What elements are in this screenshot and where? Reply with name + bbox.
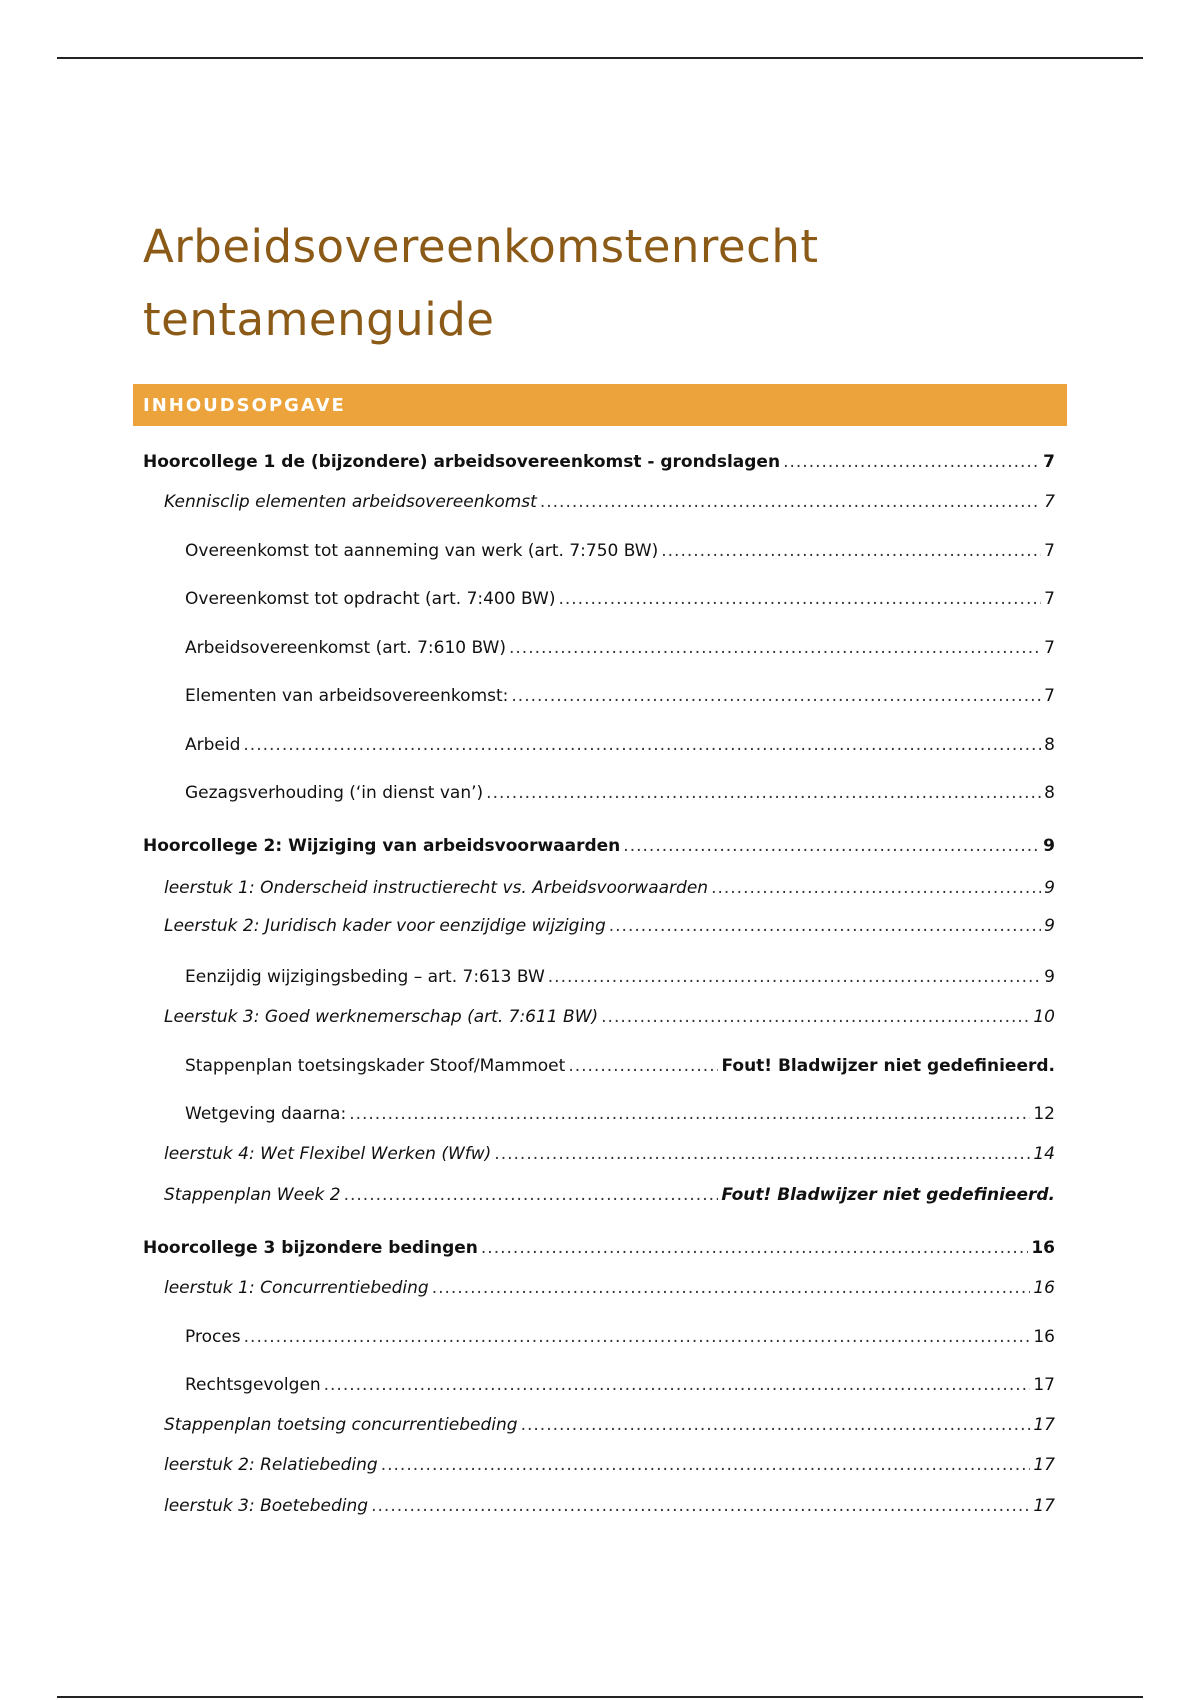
toc-entry[interactable] — [164, 1277, 1055, 1299]
toc-entry-label: Gezagsverhouding (‘in dienst van’) — [185, 783, 484, 803]
toc-dot-leader — [486, 782, 1041, 804]
toc-dot-leader — [324, 1374, 1031, 1396]
toc-dot-leader — [661, 540, 1041, 562]
toc-dot-leader — [243, 734, 1041, 756]
toc-entry[interactable] — [185, 637, 1055, 659]
toc-entry-bookmark-error: Fout! Bladwijzer niet gedefinieerd. — [721, 1056, 1055, 1076]
toc-entry-label: Wetgeving daarna: — [185, 1104, 347, 1124]
document-title-line-2: tentamenguide — [143, 293, 495, 346]
toc-dot-leader — [548, 966, 1041, 988]
toc-dot-leader — [481, 1237, 1028, 1259]
toc-heading: INHOUDSOPGAVE — [143, 394, 346, 416]
toc-entry-label: Overeenkomst tot opdracht (art. 7:400 BW) — [185, 589, 556, 609]
toc-entry-page-number: 7 — [1044, 541, 1055, 561]
toc-entry-page-number: 17 — [1033, 1415, 1055, 1435]
toc-entry-label: Hoorcollege 1 de (bijzondere) arbeidsovereenkomst - grondslagen — [143, 452, 781, 472]
toc-entry-label: leerstuk 1: Onderscheid instructierecht vs. Arbeidsvoorwaarden — [164, 878, 709, 898]
toc-entry[interactable] — [164, 1184, 1055, 1206]
toc-entry[interactable] — [164, 877, 1055, 899]
toc-entry-page-number: 17 — [1033, 1496, 1055, 1516]
toc-dot-leader — [623, 835, 1040, 857]
toc-entry-page-number: 7 — [1043, 452, 1055, 472]
toc-entry-page-number: 16 — [1031, 1238, 1055, 1258]
toc-dot-leader — [371, 1495, 1030, 1517]
toc-entry-page-number: 9 — [1044, 967, 1055, 987]
toc-entry-page-number: 10 — [1033, 1007, 1055, 1027]
header-rule — [57, 57, 1143, 59]
toc-entry-label: Kennisclip elementen arbeidsovereenkomst — [164, 492, 537, 512]
toc-entry-page-number: 7 — [1044, 638, 1055, 658]
document-title — [143, 210, 1043, 356]
toc-entry-label: Eenzijdig wijzigingsbeding – art. 7:613 BW — [185, 967, 545, 987]
toc-entry-page-number: 7 — [1044, 492, 1055, 512]
toc-entry[interactable] — [185, 685, 1055, 707]
toc-entry[interactable] — [185, 1326, 1055, 1348]
toc-entry-page-number: 16 — [1033, 1327, 1055, 1347]
toc-entry-label: Leerstuk 3: Goed werknemerschap (art. 7:611 BW) — [164, 1007, 599, 1027]
toc-dot-leader — [511, 685, 1041, 707]
toc-entry[interactable] — [185, 1374, 1055, 1396]
toc-entry[interactable] — [143, 451, 1055, 473]
toc-entry-page-number: 17 — [1033, 1375, 1055, 1395]
toc-entry-label: leerstuk 2: Relatiebeding — [164, 1455, 378, 1475]
toc-entry[interactable] — [164, 1006, 1055, 1028]
toc-dot-leader — [432, 1277, 1031, 1299]
toc-entry-label: Arbeid — [185, 735, 241, 755]
toc-entry[interactable] — [164, 1414, 1055, 1436]
toc-entry[interactable] — [143, 1237, 1055, 1259]
toc-entry[interactable] — [164, 1143, 1055, 1165]
footer-rule — [57, 1696, 1143, 1698]
toc-dot-leader — [568, 1055, 718, 1077]
toc-entry-page-number: 16 — [1033, 1278, 1055, 1298]
toc-entry-page-number: 12 — [1033, 1104, 1055, 1124]
toc-entry[interactable] — [185, 588, 1055, 610]
toc-dot-leader — [381, 1454, 1031, 1476]
toc-entry-label: Overeenkomst tot aanneming van werk (art. 7:750 BW) — [185, 541, 659, 561]
toc-entry[interactable] — [164, 1454, 1055, 1476]
toc-entry-bookmark-error: Fout! Bladwijzer niet gedefinieerd. — [721, 1185, 1055, 1205]
toc-dot-leader — [244, 1326, 1031, 1348]
toc-entry-page-number: 9 — [1043, 836, 1055, 856]
toc-entry-label: leerstuk 4: Wet Flexibel Werken (Wfw) — [164, 1144, 492, 1164]
toc-entry-page-number: 17 — [1033, 1455, 1055, 1475]
toc-entry-page-number: 7 — [1044, 589, 1055, 609]
toc-dot-leader — [494, 1143, 1030, 1165]
toc-entry-page-number: 9 — [1044, 878, 1055, 898]
toc-entry[interactable] — [185, 966, 1055, 988]
toc-dot-leader — [509, 637, 1041, 659]
toc-entry-page-number: 7 — [1044, 686, 1055, 706]
toc-entry-label: Arbeidsovereenkomst (art. 7:610 BW) — [185, 638, 506, 658]
toc-heading-bar — [133, 384, 1067, 426]
toc-dot-leader — [711, 877, 1041, 899]
toc-entry[interactable] — [164, 491, 1055, 513]
toc-entry-label: Hoorcollege 2: Wijziging van arbeidsvoorwaarden — [143, 836, 621, 856]
toc-dot-leader — [609, 915, 1041, 937]
toc-entry-label: Hoorcollege 3 bijzondere bedingen — [143, 1238, 478, 1258]
toc-entry-page-number: 8 — [1044, 783, 1055, 803]
toc-entry[interactable] — [185, 1103, 1055, 1125]
toc-dot-leader — [601, 1006, 1030, 1028]
toc-entry[interactable] — [143, 835, 1055, 857]
toc-entry-page-number: 14 — [1033, 1144, 1055, 1164]
toc-entry-label: Elementen van arbeidsovereenkomst: — [185, 686, 509, 706]
toc-entry-label: leerstuk 3: Boetebeding — [164, 1496, 369, 1516]
toc-dot-leader — [540, 491, 1041, 513]
toc-entry[interactable] — [185, 734, 1055, 756]
toc-dot-leader — [558, 588, 1041, 610]
toc-entry-label: Rechtsgevolgen — [185, 1375, 321, 1395]
toc-entry[interactable] — [164, 915, 1055, 937]
toc-entry-page-number: 9 — [1044, 916, 1055, 936]
document-title-line-1: Arbeidsovereenkomstenrecht — [143, 220, 819, 273]
toc-entry-label: leerstuk 1: Concurrentiebeding — [164, 1278, 429, 1298]
toc-dot-leader — [783, 451, 1040, 473]
toc-entry[interactable] — [164, 1495, 1055, 1517]
toc-dot-leader — [521, 1414, 1031, 1436]
toc-entry[interactable] — [185, 782, 1055, 804]
toc-entry[interactable] — [185, 540, 1055, 562]
toc-entry-label: Proces — [185, 1327, 241, 1347]
toc-entry-label: Stappenplan toetsing concurrentiebeding — [164, 1415, 518, 1435]
toc-entry-label: Stappenplan toetsingskader Stoof/Mammoet — [185, 1056, 566, 1076]
toc-entry-label: Stappenplan Week 2 — [164, 1185, 341, 1205]
toc-entry-label: Leerstuk 2: Juridisch kader voor eenzijdige wijziging — [164, 916, 606, 936]
toc-dot-leader — [344, 1184, 719, 1206]
toc-dot-leader — [349, 1103, 1030, 1125]
toc-entry-page-number: 8 — [1044, 735, 1055, 755]
toc-entry[interactable] — [185, 1055, 1055, 1077]
